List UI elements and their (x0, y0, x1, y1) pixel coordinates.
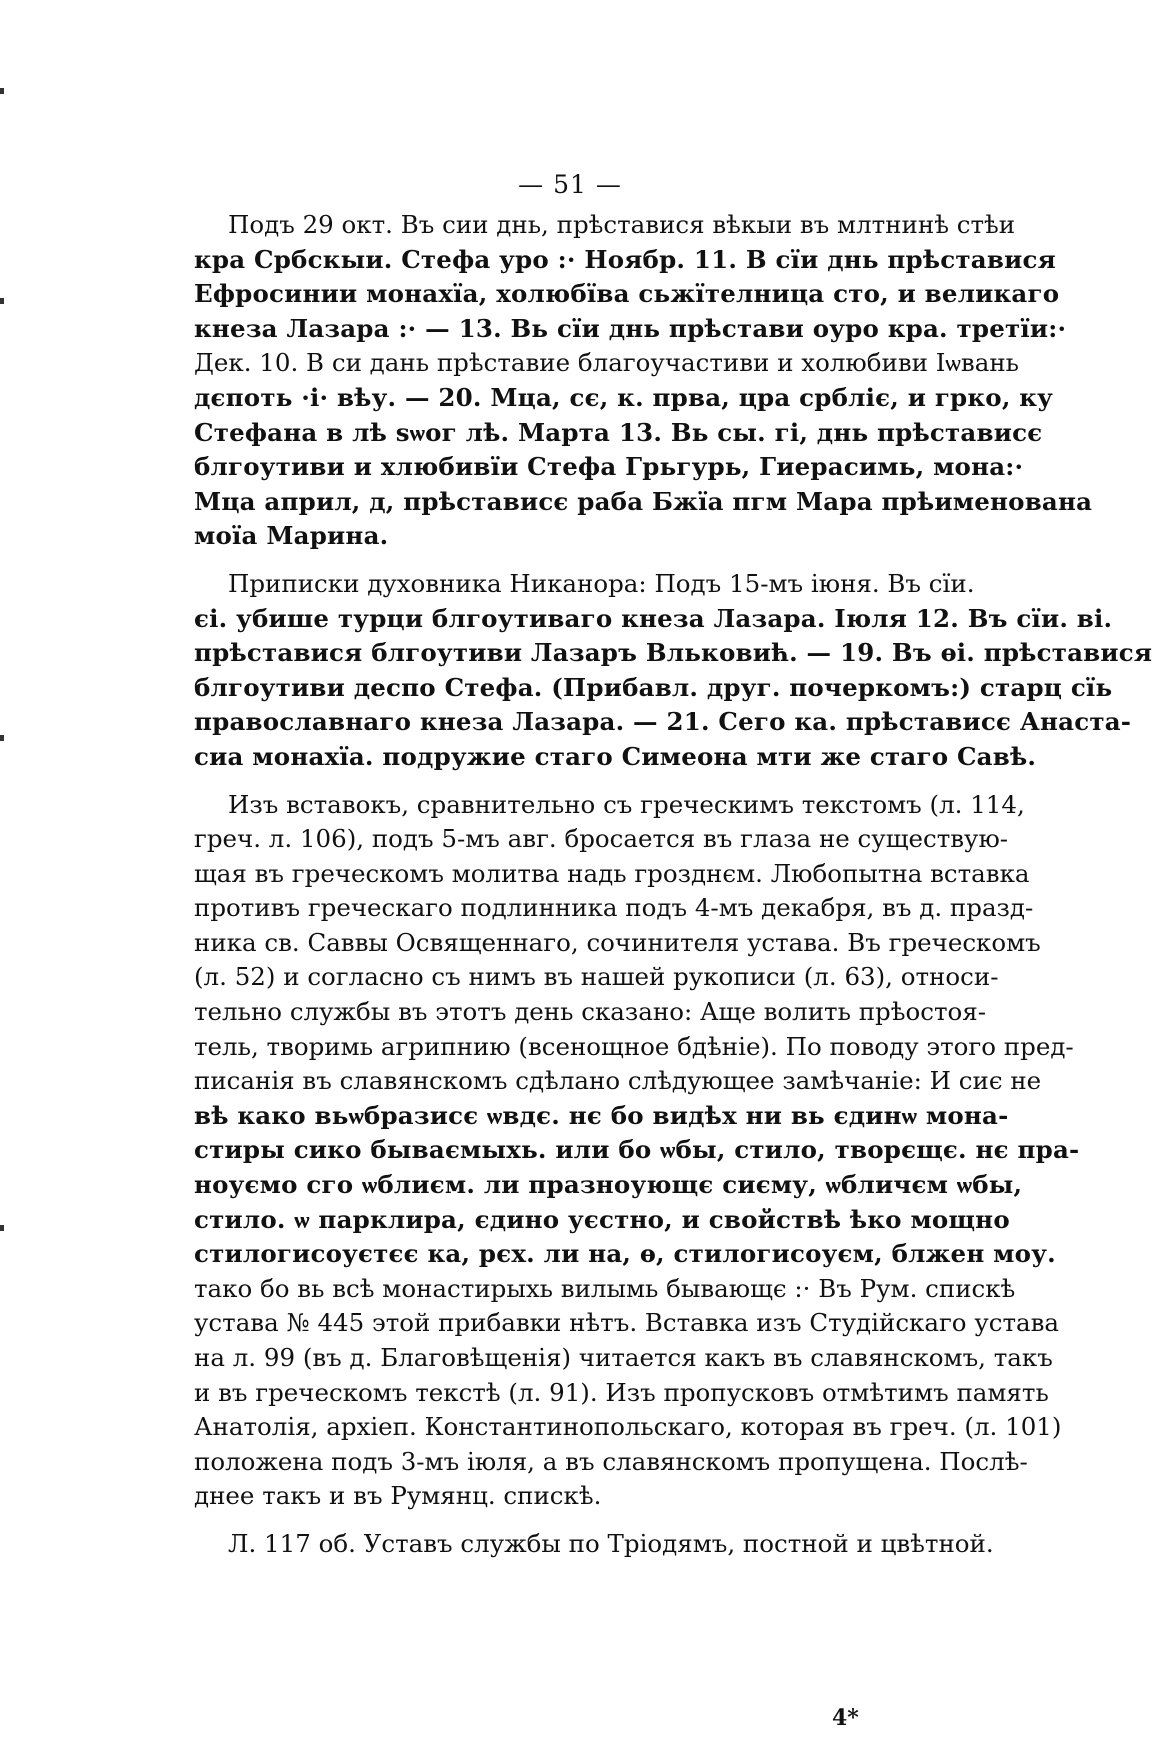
text-line: Мца април, д, прѣстависє раба Бжїа пгм Мара прѣименована (194, 486, 1093, 516)
signature-mark: 4* (832, 1705, 859, 1731)
text-line: тельно службы въ этотъ день сказано: Аще волить прѣостоя- (194, 997, 987, 1027)
text-line: устава № 445 этой прибавки нѣтъ. Вставка изъ Студійскаго устава (194, 1308, 1060, 1338)
text-line: щая въ греческомъ молитва надь грозднєм. Любопытна вставка (194, 858, 1030, 888)
text-line: прѣставися блгоутиви Лазаръ Вльковић. — 19. Въ ѳі. прѣставися (194, 638, 1152, 668)
text-line: православнаго кнеза Лазара. — 21. Сего ка. прѣстависє Анаста- (194, 707, 1132, 737)
scan-edge-mark (0, 735, 4, 741)
scan-edge-mark (0, 298, 4, 304)
text-line: ника св. Саввы Освященнаго, сочинителя устава. Въ греческомъ (194, 927, 1041, 957)
paragraph-triodion (160, 1527, 994, 1562)
text-line: Стефана в лѣ ѕѡог лѣ. Марта 13. Вь сы. гі, днь прѣстависє (194, 417, 1043, 447)
text-line: єі. убише турци блгоутиваго кнеза Лазара. Іюля 12. Въ сїи. ві. (194, 603, 1113, 633)
text-line: вѣ како вьѡбразисє ѡвдє. нє бо видѣх ни вь єдинѡ мона- (194, 1100, 1009, 1130)
text-line: стило. ѡ парклира, єдино уєстно, и свойствѣ ѣко мощно (194, 1204, 1010, 1234)
text-line: Изъ вставокъ, сравнительно съ греческимъ текстомъ (л. 114, (228, 789, 1025, 819)
text-line: Л. 117 об. Уставъ службы по Тріодямъ, постной и цвѣтной. (228, 1528, 994, 1558)
text-line: днее такъ и въ Румянц. спискѣ. (194, 1481, 602, 1511)
paragraph-insertions (160, 788, 1080, 1514)
text-line: положена подъ 3-мъ іюля, а въ славянскомъ пропущена. Послѣ- (194, 1446, 1028, 1476)
text-line: тель, творимь агрипнию (всенощное бдѣніе). По поводу этого пред- (194, 1031, 1074, 1061)
main-text (160, 208, 1152, 1562)
text-line: сиа монахїа. подружие стаго Симеона мти же стаго Савѣ. (194, 741, 1037, 771)
scan-edge-mark (0, 1225, 4, 1231)
scan-edge-mark (0, 88, 4, 94)
text-line: Подъ 29 окт. Въ сии днь, прѣставися вѣкыи въ млтнинѣ стѣи (228, 210, 1016, 239)
text-line: ноуємо сго ѡблиєм. ли празноующє сиєму, ѡбличєм ѡбы, (194, 1170, 1023, 1200)
text-line: и въ греческомъ текстѣ (л. 91). Изъ пропусковъ отмѣтимъ память (194, 1377, 1049, 1407)
text-line: Ефросинии монахїа, холюбїва сьжїтелница сто, и великаго (194, 279, 1060, 309)
text-line: тако бо вь всѣ монастирыхь вилымь бывающє :· Въ Рум. спискѣ (194, 1273, 1016, 1303)
paragraph-nikanor-notes (160, 567, 1152, 775)
text-line: греч. л. 106), подъ 5-мъ авг. бросается въ глаза не существую- (194, 824, 1009, 854)
text-line: Анатолія, архіеп. Константинопольскаго, которая въ греч. (л. 101) (194, 1412, 1062, 1442)
text-line: стилогисоуєтєє ка, рєх. ли на, ѳ, стилогисоуєм, блжен моу. (194, 1239, 1056, 1269)
text-line: дєпоть ·і· вѣу. — 20. Мца, сє, к. прва, цра србліє, и грко, ку (194, 382, 1054, 412)
text-line: на л. 99 (въ д. Благовѣщенія) читается какъ въ славянскомъ, такъ (194, 1343, 1053, 1372)
text-line: блгоутиви и хлюбивїи Стефа Грьгурь, Гиерасимь, мона:· (194, 452, 1024, 482)
text-line: писанія въ славянскомъ сдѣлано слѣдующее замѣчаніе: И сиє не (194, 1066, 1042, 1096)
text-line: кнеза Лазара :· — 13. Вь сїи днь прѣстави оуро кра. третїи:· (194, 313, 1067, 343)
text-line: стиры сико бываємыхь. или бо ѡбы, стило, творєщє. нє пра- (194, 1135, 1080, 1165)
text-line: (л. 52) и согласно съ нимъ въ нашей рукописи (л. 63), относи- (194, 962, 999, 992)
text-line: блгоутиви деспо Стефа. (Прибавл. друг. почеркомъ:) старц сїь (194, 672, 1113, 702)
text-line: кра Србскыи. Стефа уро :· Ноябр. 11. В сїи днь прѣставися (194, 244, 1056, 274)
page-number: — 51 — (518, 170, 622, 199)
text-line: противъ греческаго подлинника подъ 4-мъ декабря, въ д. празд- (194, 893, 1034, 923)
paragraph-commemorations (160, 208, 1093, 554)
text-line: Приписки духовника Никанора: Подъ 15-мъ іюня. Въ сїи. (228, 568, 975, 598)
text-line: моїа Марина. (194, 521, 389, 551)
text-line: Дек. 10. В си дань прѣставие благоучастиви и холюбиви Іѡвань (194, 348, 1019, 378)
